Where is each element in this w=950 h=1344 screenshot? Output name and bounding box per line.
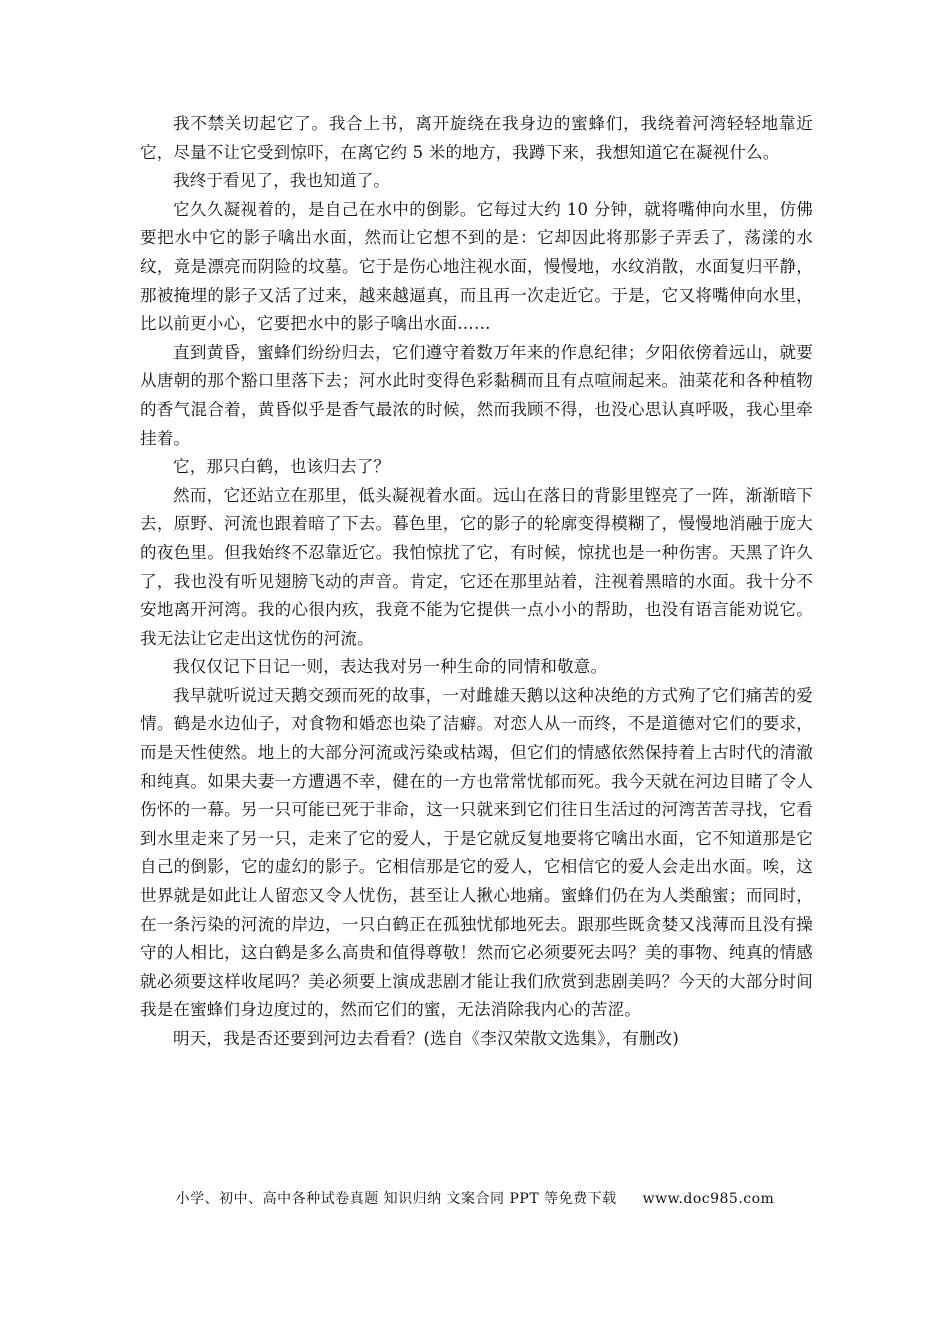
- page-footer: [0, 1188, 950, 1208]
- footer-text: 小学、初中、高中各种试卷真题 知识归纳 文案合同 PPT 等免费下载: [175, 1191, 617, 1207]
- paragraph: 我终于看见了，我也知道了。: [173, 171, 391, 191]
- paragraph: 直到黄昏，蜜蜂们纷纷归去，它们遵守着数万年来的作息纪律；夕阳依傍着远山，就要从唐朝的那个豁口里落下去；河水此时变得色彩黏稠而且有点喧闹起来。油菜花和各种植物的香气混合着，黄昏似乎是香气最浓的时候，然而我顾不得，也没心思认真呼吸，我心里牵挂着。: [140, 342, 813, 448]
- paragraph: 它久久凝视着的，是自己在水中的倒影。它每过大约 10 分钟，就将嘴伸向水里，仿佛要把水中它的影子噙出水面，然而让它想不到的是：它却因此将那影子弄丢了，荡漾的水纹，竟是漂亮而阴险的坟墓。它于是伤心地注视水面，慢慢地，水纹消散，水面复归平静，那被掩埋的影子又活了过来，越来越逼真，而且再一次走近它。于是，它又将嘴伸向水里，比以前更小心，它要把水中的影子噙出水面……: [140, 199, 813, 334]
- paragraph: 明天，我是否还要到河边去看看？(选自《李汉荣散文选集》，有删改): [173, 1029, 680, 1048]
- paragraph: 我仅仅记下日记一则，表达我对另一种生命的同情和敬意。: [173, 657, 608, 677]
- article-body: [140, 110, 813, 1054]
- paragraph: 然而，它还站立在那里，低头凝视着水面。远山在落日的背影里铿亮了一阵，渐渐暗下去，原野、河流也跟着暗了下去。暮色里，它的影子的轮廓变得模糊了，慢慢地消融于庞大的夜色里。但我始终不忍靠近它。我怕惊扰了它，有时候，惊扰也是一种伤害。天黑了许久了，我也没有听见翅膀飞动的声音。肯定，它还在那里站着，注视着黑暗的水面。我十分不安地离开河湾。我的心很内疚，我竟不能为它提供一点小小的帮助，也没有语言能劝说它。我无法让它走出这忧伤的河流。: [140, 485, 813, 648]
- paragraph: 我早就听说过天鹅交颈而死的故事，一对雌雄天鹅以这种决绝的方式殉了它们痛苦的爱情。鹤是水边仙子，对食物和婚恋也染了洁癖。对恋人从一而终，不是道德对它们的要求，而是天性使然。地上的大部分河流或污染或枯竭，但它们的情感依然保持着上古时代的清澈和纯真。如果夫妻一方遭遇不幸，健在的一方也常常忧郁而死。我今天就在河边目睹了令人伤怀的一幕。另一只可能已死于非命，这一只就来到它们往日生活过的河湾苦苦寻找，它看到水里走来了另一只，走来了它的爱人，于是它就反复地要将它噙出水面，它不知道那是它自己的倒影，它的虚幻的影子。它相信那是它的爱人，它相信它的爱人会走出水面。唉，这世界就是如此让人留恋又令人忧伤，甚至让人揪心地痛。蜜蜂们仍在为人类酿蜜；而同时，在一条污染的河流的岸边，一只白鹤正在孤独忧郁地死去。跟那些既贪婪又浅薄而且没有操守的人相比，这白鹤是多么高贵和值得尊敬！然而它必须要死去吗？美的事物、纯真的情感就必须要这样收尾吗？美必须要上演成悲剧才能让我们欣赏到悲剧美吗？今天的大部分时间我是在蜜蜂们身边度过的，然而它们的蜜，无法消除我内心的苦涩。: [140, 685, 813, 1020]
- footer-url[interactable]: www.doc985.com: [642, 1191, 775, 1207]
- paragraph: 它，那只白鹤，也该归去了？: [173, 457, 391, 477]
- paragraph: 我不禁关切起它了。我合上书，离开旋绕在我身边的蜜蜂们，我绕着河湾轻轻地靠近它，尽量不让它受到惊吓，在离它约 5 米的地方，我蹲下来，我想知道它在凝视什么。: [140, 114, 813, 162]
